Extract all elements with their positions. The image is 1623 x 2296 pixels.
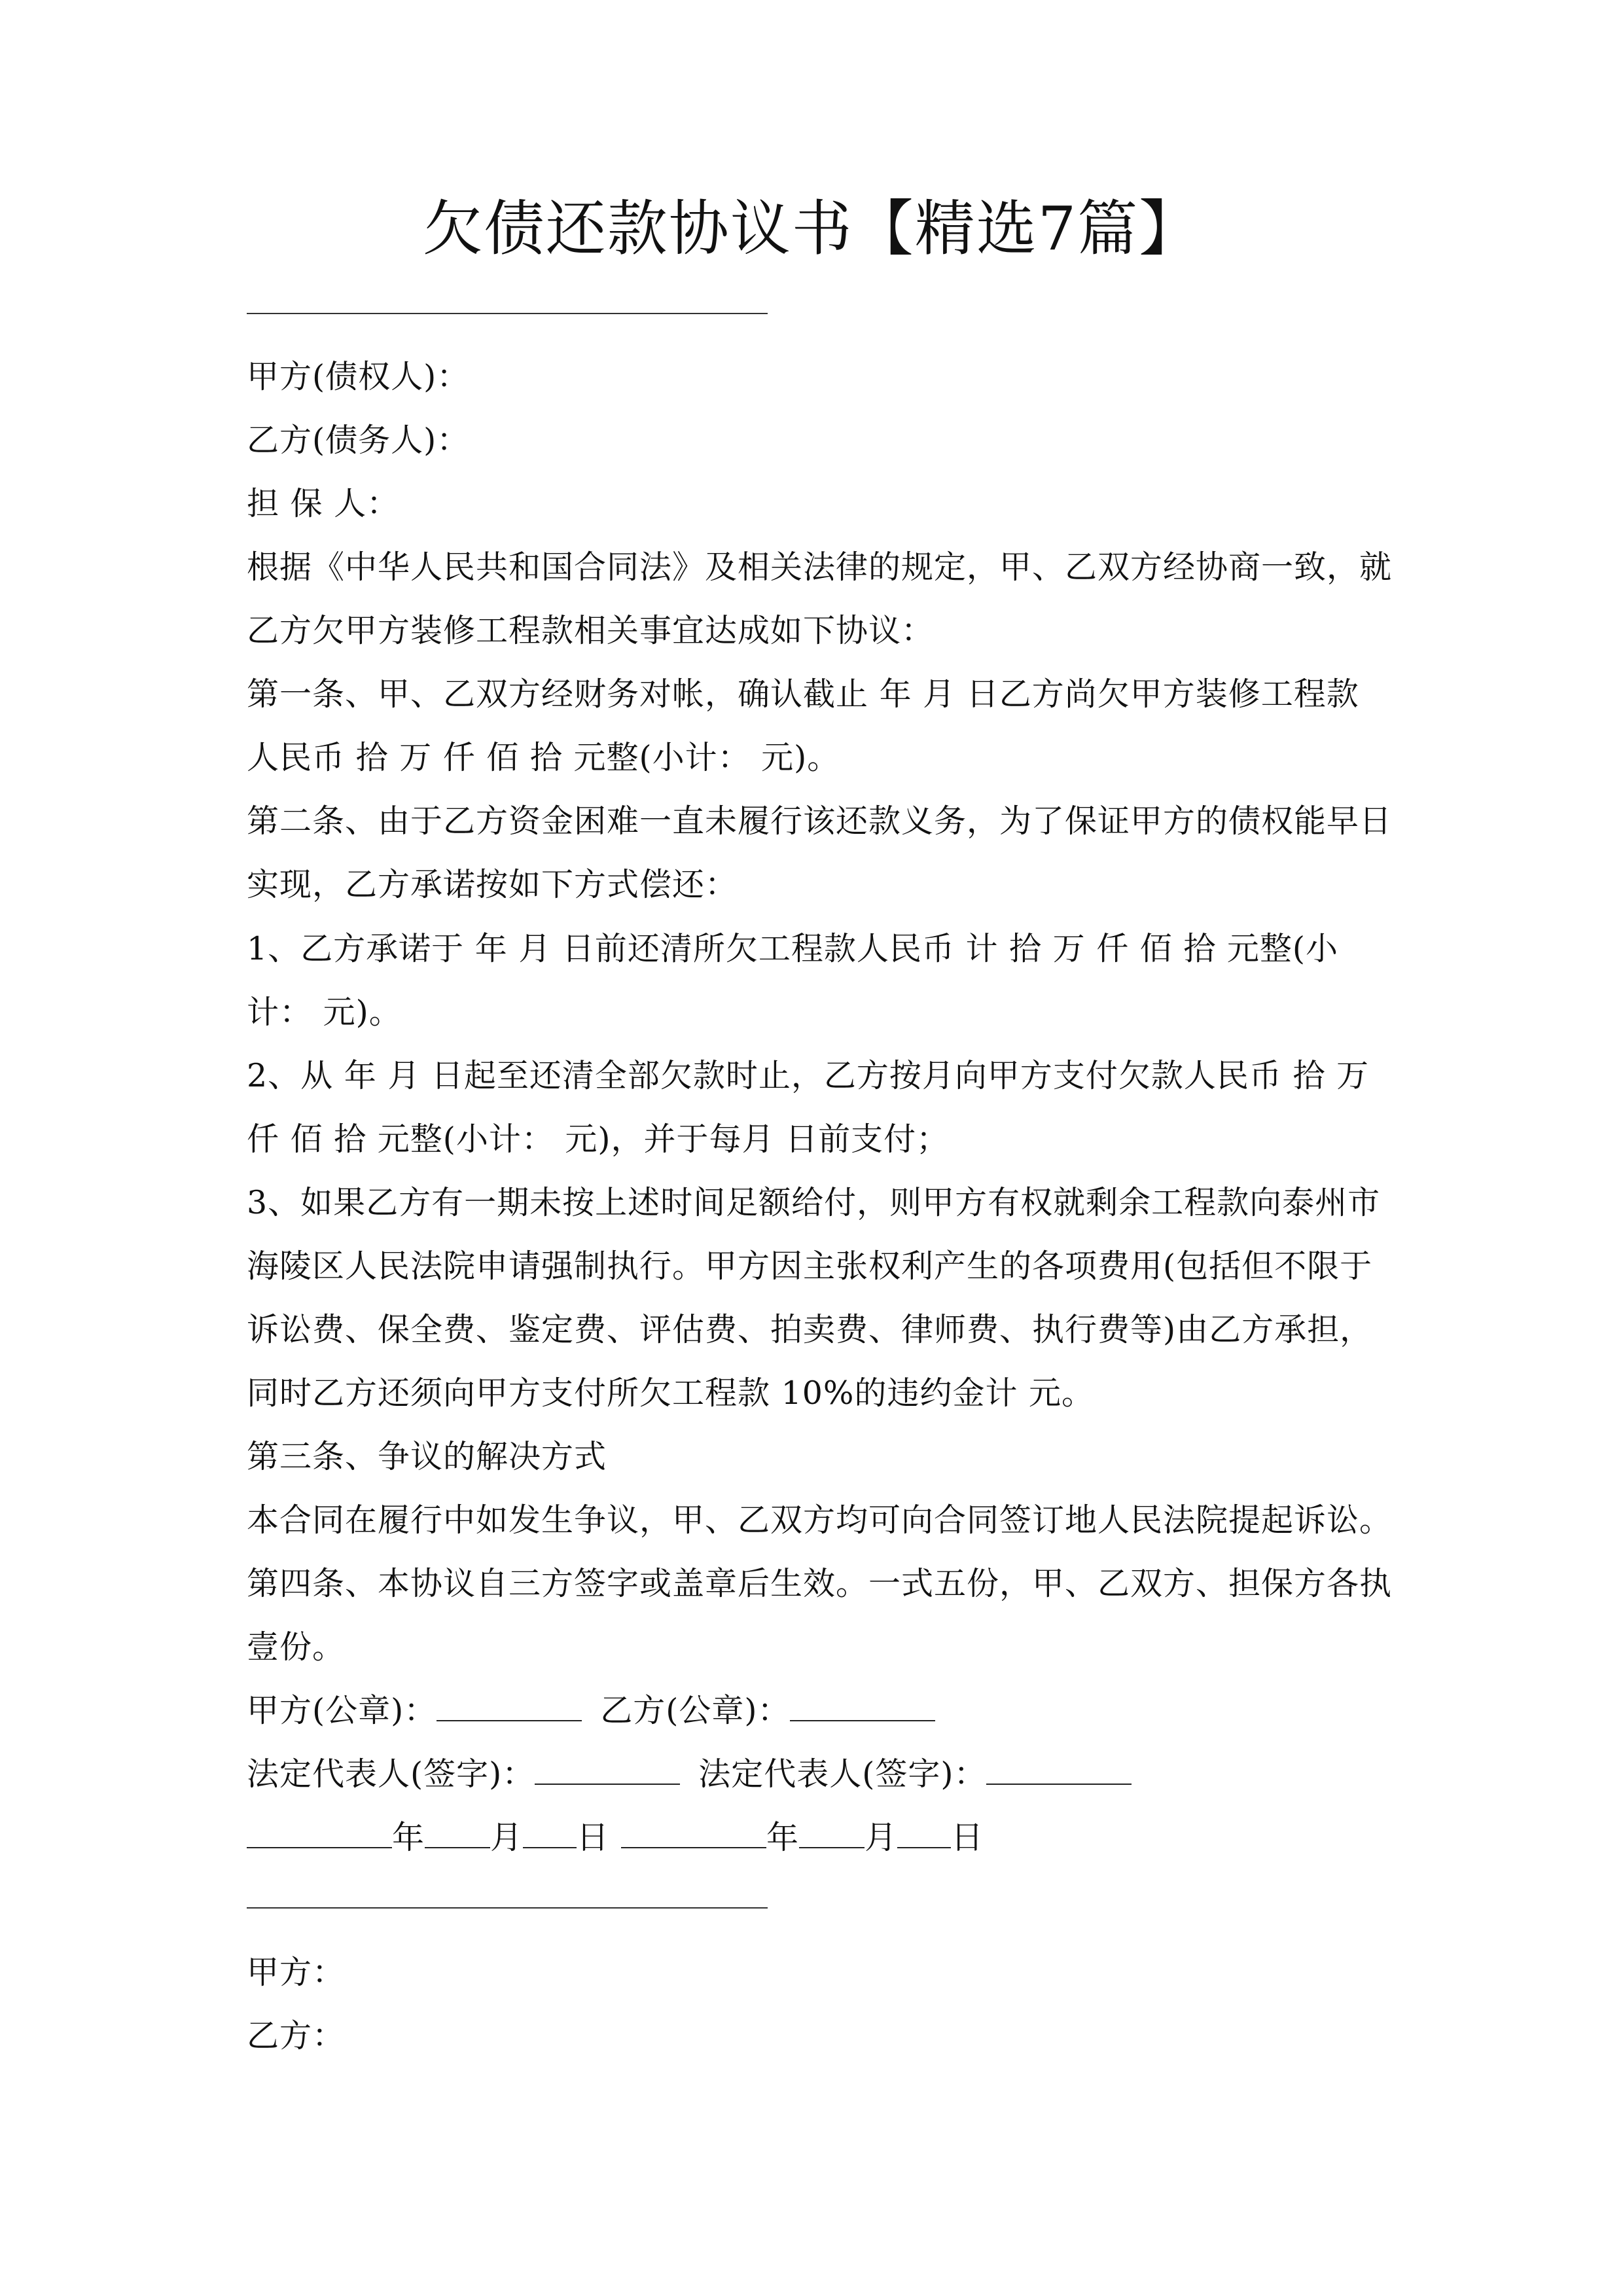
title-divider [247,313,768,314]
month-label: 月 [865,1819,898,1856]
year-blank [247,1818,392,1848]
paragraph-line: 1、乙方承诺于 年 月 日前还清所欠工程款人民币 计 拾 万 仟 佰 拾 元整(小 [247,930,1339,967]
paragraph-line: 实现，乙方承诺按如下方式偿还： [247,866,738,903]
second-party-b-line: 乙方： [247,2017,346,2054]
party-b-seal-blank [790,1691,935,1721]
paragraph-line: 2、从 年 月 日起至还清全部欠款时止，乙方按月向甲方支付欠款人民币 拾 万 [247,1057,1370,1094]
second-party-a-line: 甲方： [247,1954,346,1991]
month-blank [425,1818,490,1848]
day-blank [523,1818,577,1848]
year-label: 年 [392,1819,425,1856]
rep-a-blank [535,1755,680,1785]
guarantor-line: 担 保 人： [247,485,400,522]
seal-row [247,1691,935,1731]
paragraph-line: 诉讼费、保全费、鉴定费、评估费、拍卖费、律师费、执行费等)由乙方承担， [247,1311,1373,1348]
representative-row [247,1755,1132,1794]
paragraph-line: 第三条、争议的解决方式 [247,1438,607,1475]
paragraph-line: 同时乙方还须向甲方支付所欠工程款 10%的违约金计 元。 [247,1374,1095,1412]
rep-b-blank [986,1755,1132,1785]
day-label: 日 [577,1819,610,1856]
year-label: 年 [766,1819,800,1856]
paragraph-line: 3、如果乙方有一期未按上述时间足额给付，则甲方有权就剩余工程款向泰州市 [247,1184,1381,1221]
paragraph-line: 仟 佰 拾 元整(小计： 元)，并于每月 日前支付； [247,1121,950,1158]
paragraph-line: 乙方欠甲方装修工程款相关事宜达成如下协议： [247,612,935,649]
rep-a-label: 法定代表人(签字)： [247,1755,535,1793]
day-blank [897,1818,951,1848]
section-divider [247,1907,768,1909]
paragraph-line: 根据《中华人民共和国合同法》及相关法律的规定，甲、乙双方经协商一致，就 [247,548,1393,586]
party-a-seal-label: 甲方(公章)： [247,1692,437,1729]
paragraph-line: 第四条、本协议自三方签字或盖章后生效。一式五份，甲、乙双方、担保方各执 [247,1565,1393,1602]
debtor-line: 乙方(债务人)： [247,422,470,459]
document-title: 欠债还款协议书【精选7篇】 [422,194,1201,264]
paragraph-line: 第一条、甲、乙双方经财务对帐，确认截止 年 月 日乙方尚欠甲方装修工程款 [247,675,1359,713]
paragraph-line: 人民币 拾 万 仟 佰 拾 元整(小计： 元)。 [247,739,840,776]
paragraph-line: 本合同在履行中如发生争议，甲、乙双方均可向合同签订地人民法院提起诉讼。 [247,1501,1393,1539]
date-row [247,1818,984,1857]
party-a-seal-blank [437,1691,582,1721]
year-blank [621,1818,766,1848]
paragraph-line: 壹份。 [247,1628,346,1666]
paragraph-line: 第二条、由于乙方资金困难一直未履行该还款义务，为了保证甲方的债权能早日 [247,802,1393,840]
party-b-seal-label: 乙方(公章)： [600,1692,791,1729]
month-blank [799,1818,865,1848]
day-label: 日 [951,1819,984,1856]
paragraph-line: 计： 元)。 [247,994,402,1031]
month-label: 月 [490,1819,524,1856]
creditor-line: 甲方(债权人)： [247,358,470,395]
paragraph-line: 海陵区人民法院申请强制执行。甲方因主张权利产生的各项费用(包括但不限于 [247,1247,1373,1285]
rep-b-label: 法定代表人(签字)： [698,1755,987,1793]
